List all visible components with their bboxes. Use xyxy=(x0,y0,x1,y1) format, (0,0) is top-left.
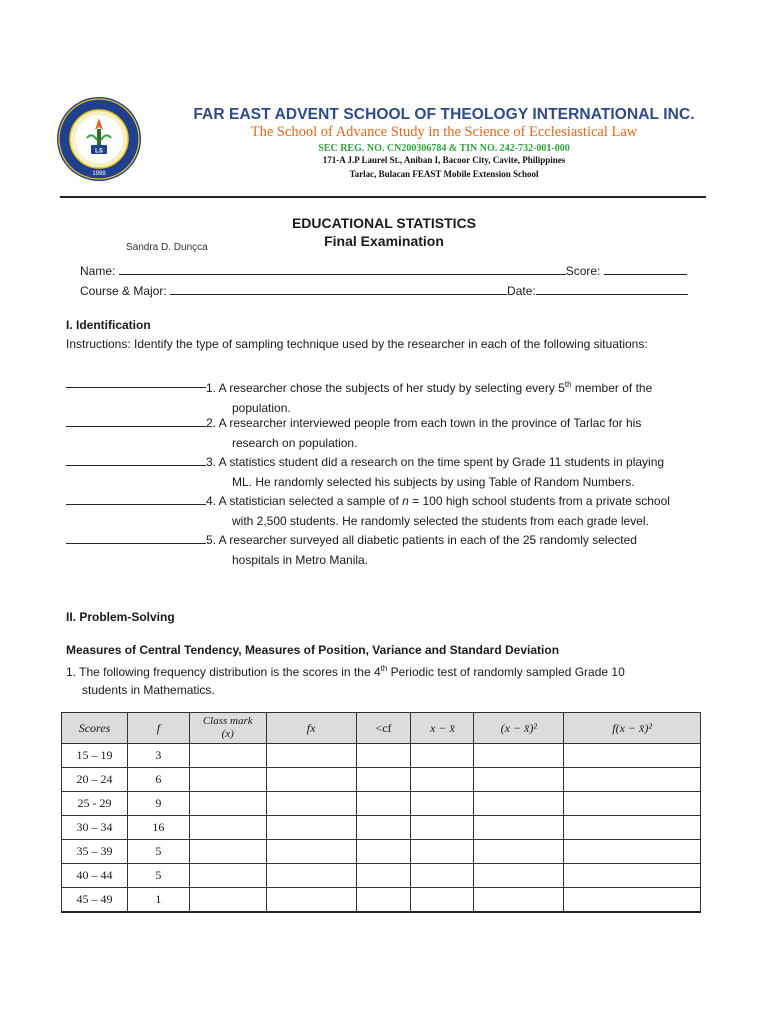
cell-deviation-squared[interactable] xyxy=(474,888,564,913)
table-row xyxy=(62,840,701,864)
cell-cumulative-frequency[interactable] xyxy=(356,816,411,840)
cell-cumulative-frequency[interactable] xyxy=(356,768,411,792)
cell-deviation[interactable] xyxy=(411,864,474,888)
cell-deviation-squared[interactable] xyxy=(474,768,564,792)
cell-frequency: 5 xyxy=(127,864,189,888)
item-text: 2. A researcher interviewed people from each town in the province of Tarlac for his xyxy=(206,416,642,430)
answer-blank[interactable] xyxy=(66,414,206,427)
cell-fx[interactable] xyxy=(266,792,356,816)
course-label: Course & Major: xyxy=(80,284,171,298)
cell-fx[interactable] xyxy=(266,744,356,768)
identification-item xyxy=(66,453,700,489)
cell-f-deviation-squared[interactable] xyxy=(564,744,701,768)
item-continuation: with 2,500 students. He randomly selected the students from each grade level. xyxy=(232,513,649,528)
handwritten-name: Sandra D. Dunçca xyxy=(126,242,208,253)
cell-frequency: 9 xyxy=(127,792,189,816)
item-continuation: hospitals in Metro Manila. xyxy=(232,552,369,567)
cell-cumulative-frequency[interactable] xyxy=(356,864,411,888)
header-deviation: x − x̄ xyxy=(411,713,474,744)
header-fx: fx xyxy=(266,713,356,744)
cell-scores: 40 – 44 xyxy=(62,864,128,888)
cell-class-mark[interactable] xyxy=(189,888,266,913)
identification-item xyxy=(66,492,700,528)
cell-class-mark[interactable] xyxy=(189,792,266,816)
course-blank[interactable] xyxy=(170,282,507,295)
item-text: 1. A researcher chose the subjects of her study by selecting every 5 xyxy=(206,381,565,395)
item-text-rest: = 100 high school students from a private school xyxy=(408,494,670,508)
cell-fx[interactable] xyxy=(266,840,356,864)
cell-deviation[interactable] xyxy=(411,888,474,913)
exam-title: EDUCATIONAL STATISTICS xyxy=(291,215,477,231)
name-blank[interactable] xyxy=(119,262,566,275)
answer-blank[interactable] xyxy=(66,531,206,544)
cell-deviation[interactable] xyxy=(411,744,474,768)
identification-item xyxy=(66,414,700,450)
item-text: 3. A statistics student did a research on the time spent by Grade 11 students in playing xyxy=(206,455,665,469)
header-class-mark-label: Class mark xyxy=(202,715,253,727)
table-row xyxy=(62,864,701,888)
cell-class-mark[interactable] xyxy=(189,768,266,792)
cell-frequency: 5 xyxy=(127,840,189,864)
section-1-heading: I. Identification xyxy=(66,318,151,332)
cell-scores: 15 – 19 xyxy=(62,744,128,768)
header-deviation-squared: (x − x̄)² xyxy=(474,713,564,744)
date-label: Date: xyxy=(507,284,536,298)
item-text: 5. A researcher surveyed all diabetic patients in each of the 25 randomly selected xyxy=(206,533,637,547)
cell-deviation[interactable] xyxy=(411,768,474,792)
exam-subtitle: Final Examination xyxy=(324,233,444,249)
table-row xyxy=(62,888,701,913)
table-header-row xyxy=(62,713,701,744)
cell-deviation[interactable] xyxy=(411,840,474,864)
item-variable: n xyxy=(402,494,409,508)
cell-class-mark[interactable] xyxy=(189,744,266,768)
cell-frequency: 6 xyxy=(127,768,189,792)
score-label: Score: xyxy=(565,264,604,278)
cell-f-deviation-squared[interactable] xyxy=(564,816,701,840)
cell-class-mark[interactable] xyxy=(189,840,266,864)
question-1-superscript: th xyxy=(380,664,388,673)
section-2-heading: II. Problem-Solving xyxy=(66,610,175,624)
item-text-tail: member of the xyxy=(571,381,653,395)
logo-initials: LS xyxy=(95,148,103,155)
cell-f-deviation-squared[interactable] xyxy=(564,864,701,888)
cell-class-mark[interactable] xyxy=(189,864,266,888)
school-name: FAR EAST ADVENT SCHOOL OF THEOLOGY INTERNATIONAL INC. xyxy=(193,106,695,123)
header-divider xyxy=(60,196,706,198)
cell-cumulative-frequency[interactable] xyxy=(356,840,411,864)
cell-deviation-squared[interactable] xyxy=(474,816,564,840)
question-1-tail: Periodic test of randomly sampled Grade 10 xyxy=(387,665,625,679)
cell-class-mark[interactable] xyxy=(189,816,266,840)
cell-fx[interactable] xyxy=(266,768,356,792)
identification-item xyxy=(66,375,700,415)
cell-fx[interactable] xyxy=(266,864,356,888)
cell-f-deviation-squared[interactable] xyxy=(564,792,701,816)
item-continuation: research on population. xyxy=(232,435,358,450)
cell-f-deviation-squared[interactable] xyxy=(564,768,701,792)
header-frequency: f xyxy=(127,713,189,744)
header-scores: Scores xyxy=(62,713,128,744)
item-continuation: ML. He randomly selected his subjects by using Table of Random Numbers. xyxy=(232,474,635,489)
cell-deviation[interactable] xyxy=(411,792,474,816)
address-line-2: Tarlac, Bulacan FEAST Mobile Extension School xyxy=(349,169,539,179)
cell-scores: 35 – 39 xyxy=(62,840,128,864)
table-row xyxy=(62,792,701,816)
question-1-continuation: students in Mathematics. xyxy=(82,683,215,697)
school-tagline: The School of Advance Study in the Science of Ecclesiastical Law xyxy=(250,124,638,140)
cell-fx[interactable] xyxy=(266,888,356,913)
course-date-row xyxy=(80,282,688,298)
cell-f-deviation-squared[interactable] xyxy=(564,840,701,864)
name-score-row xyxy=(80,262,687,278)
question-1-text: 1. The following frequency distribution is the scores in the 4 xyxy=(66,665,381,679)
name-label: Name: xyxy=(80,264,119,278)
header-class-mark-x: (x) xyxy=(221,728,234,740)
cell-scores: 45 – 49 xyxy=(62,888,128,913)
score-blank[interactable] xyxy=(604,262,687,275)
cell-f-deviation-squared[interactable] xyxy=(564,888,701,913)
identification-item xyxy=(66,531,700,567)
item-continuation: population. xyxy=(232,400,291,415)
header-class-mark xyxy=(189,713,266,744)
cell-deviation-squared[interactable] xyxy=(474,840,564,864)
cell-deviation[interactable] xyxy=(411,816,474,840)
cell-scores: 30 – 34 xyxy=(62,816,128,840)
date-blank[interactable] xyxy=(536,282,688,295)
answer-blank[interactable] xyxy=(66,492,206,505)
table-row xyxy=(62,768,701,792)
logo-year: 1998 xyxy=(92,171,106,177)
table-row xyxy=(62,744,701,768)
section-2-subheading: Measures of Central Tendency, Measures of Position, Variance and Standard Deviation xyxy=(66,643,560,657)
item-text: 4. A statistician selected a sample of xyxy=(206,494,403,508)
frequency-table xyxy=(61,712,701,913)
cell-frequency: 1 xyxy=(127,888,189,913)
cell-fx[interactable] xyxy=(266,816,356,840)
cell-cumulative-frequency[interactable] xyxy=(356,744,411,768)
cell-deviation-squared[interactable] xyxy=(474,744,564,768)
header-cumulative-frequency: <cf xyxy=(356,713,411,744)
cell-scores: 20 – 24 xyxy=(62,768,128,792)
answer-blank[interactable] xyxy=(66,375,206,388)
cell-scores: 25 - 29 xyxy=(62,792,128,816)
cell-frequency: 3 xyxy=(127,744,189,768)
registration-number: SEC REG. NO. CN200306784 & TIN NO. 242-732-001-000 xyxy=(318,143,570,154)
cell-deviation-squared[interactable] xyxy=(474,792,564,816)
cell-frequency: 16 xyxy=(127,816,189,840)
cell-cumulative-frequency[interactable] xyxy=(356,888,411,913)
answer-blank[interactable] xyxy=(66,453,206,466)
cell-deviation-squared[interactable] xyxy=(474,864,564,888)
table-row xyxy=(62,816,701,840)
cell-cumulative-frequency[interactable] xyxy=(356,792,411,816)
header-f-deviation-squared: f(x − x̄)² xyxy=(564,713,701,744)
section-1-instructions: Instructions: Identify the type of sampling technique used by the researcher in each of the following situations: xyxy=(66,337,648,351)
address-line-1: 171-A J.P Laurel St., Aniban I, Bacoor City, Cavite, Philippines xyxy=(322,155,566,165)
item-superscript: th xyxy=(564,380,572,389)
question-1 xyxy=(66,660,700,699)
